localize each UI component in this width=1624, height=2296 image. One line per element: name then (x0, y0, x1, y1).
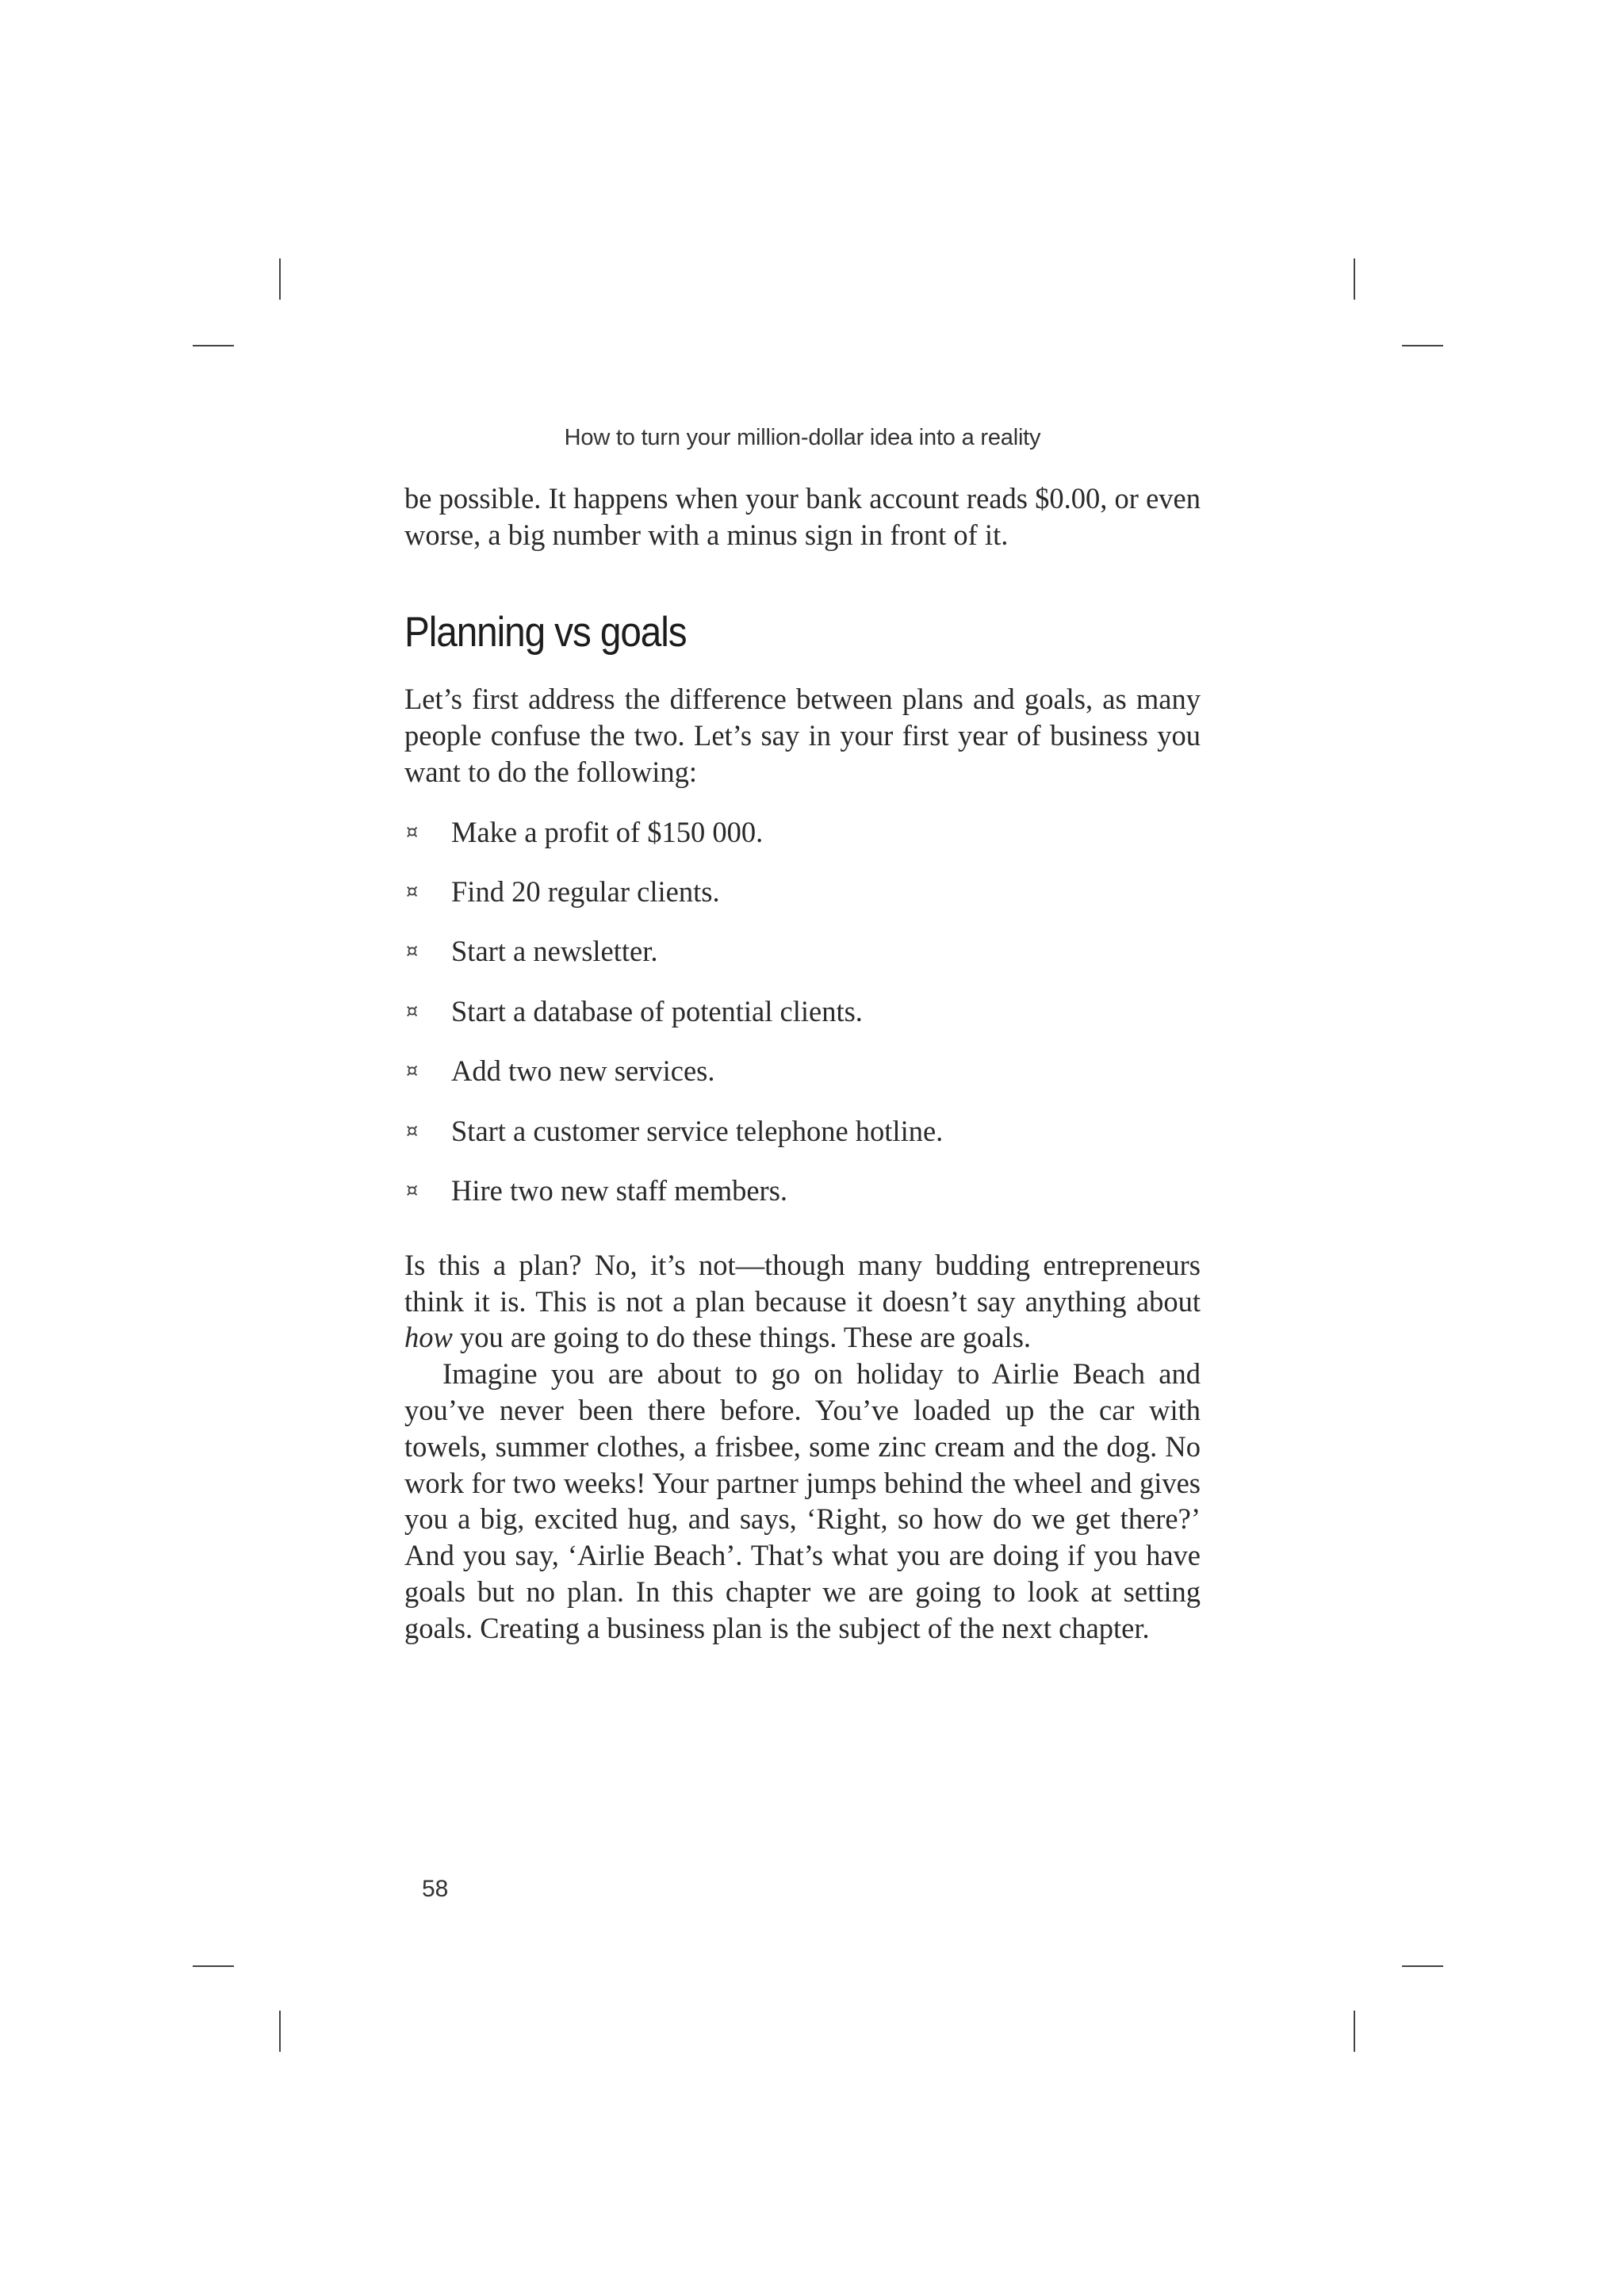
crop-mark-bottom-left-vertical (279, 2011, 281, 2052)
crop-mark-top-left-horizontal (193, 345, 234, 346)
list-item-text: Find 20 regular clients. (451, 874, 720, 908)
list-item (404, 1173, 1201, 1209)
list-item (404, 874, 1201, 910)
crop-mark-bottom-right-horizontal (1402, 1965, 1443, 1967)
list-item-text: Make a profit of $150 000. (451, 815, 764, 848)
list-item (404, 1113, 1201, 1150)
section-heading: Planning vs goals (404, 608, 687, 656)
list-item-text: Hire two new staff members. (451, 1173, 788, 1207)
intro-paragraph: be possible. It happens when your bank account reads $0.00, or even worse, a big number with a minus sign in front of it. (404, 482, 1201, 551)
list-item (404, 993, 1201, 1030)
list-item-text: Start a newsletter. (451, 935, 658, 968)
page-number: 58 (422, 1876, 449, 1902)
bullet-icon: ¤ (406, 820, 419, 843)
holiday-paragraph: Imagine you are about to go on holiday to Airlie Beach and you’ve never been there before. You’ve loaded up the car with towels, summer clothes, a frisbee, some zinc cream and the dog. No work for two weeks! Your partner jumps behind the wheel and gives you a big, excited hug, and says, ‘Right, so how do we get there?’ And you say, ‘Airlie Beach’. That’s what you are doing if you have goals but no plan. In this chapter we are going to look at setting goals. Creating a business plan is the subject of the next chapter. (404, 1357, 1201, 1644)
plan-paragraph-trail: you are going to do these things. These are goals. (452, 1321, 1032, 1354)
bullet-icon: ¤ (406, 879, 419, 902)
plan-paragraph (404, 1247, 1201, 1356)
plan-paragraph-lead: Is this a plan? No, it’s not—though many budding entrepreneurs think it is. This is not a plan because it doesn’t say anything about (404, 1248, 1201, 1318)
list-item (404, 814, 1201, 851)
crop-mark-top-left-vertical (279, 258, 281, 300)
bullet-icon: ¤ (406, 999, 419, 1022)
bullet-icon: ¤ (406, 1059, 419, 1082)
list-item-text: Start a database of potential clients. (451, 994, 863, 1027)
page-body (404, 480, 1201, 1646)
crop-mark-bottom-right-vertical (1354, 2011, 1355, 2052)
list-item (404, 1053, 1201, 1089)
crop-mark-top-right-horizontal (1402, 345, 1443, 346)
list-item-text: Add two new services. (451, 1054, 715, 1088)
bullet-icon: ¤ (406, 1119, 419, 1142)
list-item (404, 933, 1201, 970)
running-head: How to turn your million-dollar idea into a reality (564, 425, 1041, 450)
section-intro-paragraph: Let’s first address the difference between plans and goals, as many people confuse the two. Let’s say in your first year of business you want to do the following: (404, 683, 1201, 788)
crop-mark-top-right-vertical (1354, 258, 1355, 300)
crop-mark-bottom-left-horizontal (193, 1965, 234, 1967)
plan-paragraph-emphasis: how (404, 1321, 453, 1354)
bullet-icon: ¤ (406, 1178, 419, 1201)
goals-list (404, 814, 1201, 1209)
bullet-icon: ¤ (406, 939, 419, 962)
list-item-text: Start a customer service telephone hotline. (451, 1114, 944, 1147)
